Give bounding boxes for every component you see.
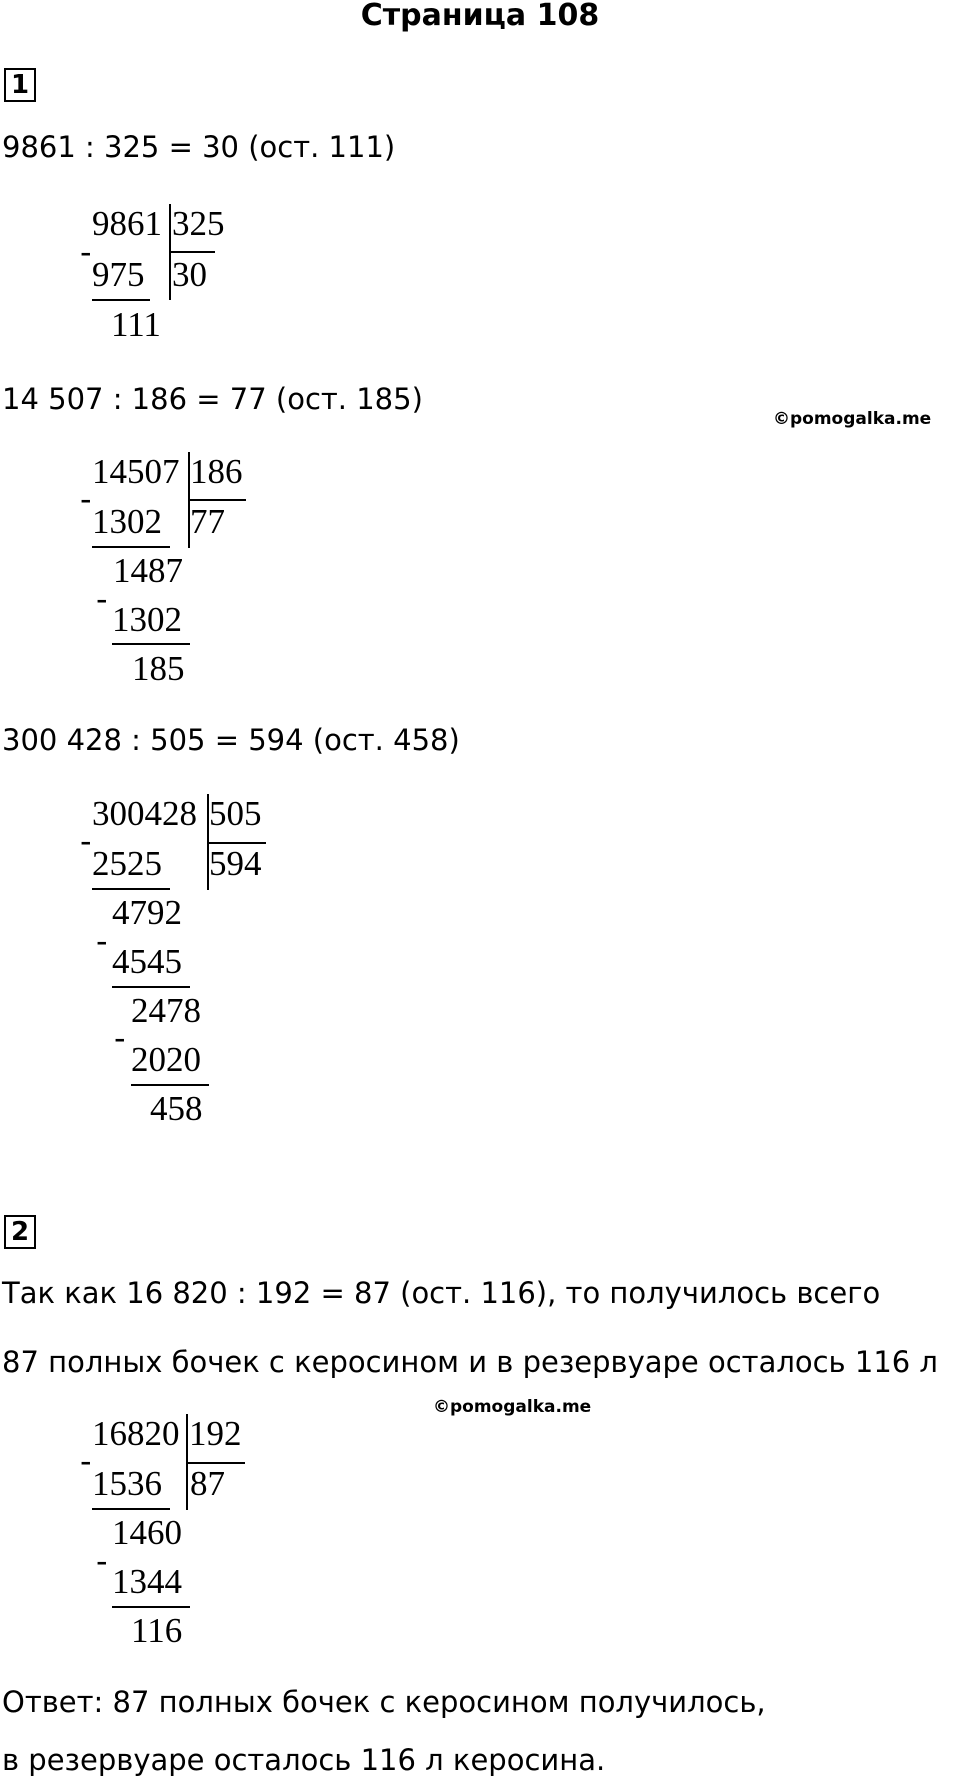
minus-sign: -: [96, 922, 108, 960]
remainder: 458: [150, 1089, 203, 1128]
task-number-2: 2: [4, 1215, 36, 1249]
remainder: 116: [131, 1611, 183, 1650]
task2-text-line2: 87 полных бочек с керосином и в резервуаре осталось 116 л: [2, 1345, 938, 1379]
divisor: 325: [172, 204, 225, 243]
subtrahend: 2020: [131, 1040, 201, 1079]
minus-sign: -: [80, 822, 92, 860]
subtrahend: 1302: [92, 502, 162, 541]
subtraction-line: [131, 1084, 209, 1086]
quotient: 87: [190, 1464, 225, 1503]
subtraction-line: [92, 299, 150, 301]
task-number-1: 1: [4, 68, 36, 102]
watermark: ©pomogalka.me: [773, 409, 932, 429]
partial-dividend: 4792: [112, 893, 182, 932]
subtraction-line: [112, 1606, 190, 1608]
subtrahend: 975: [92, 255, 145, 294]
minus-sign: -: [80, 1442, 92, 1480]
subtrahend: 2525: [92, 844, 162, 883]
divisor: 505: [209, 794, 262, 833]
dividend: 300428: [92, 794, 197, 833]
dividend: 14507: [92, 452, 180, 491]
partial-dividend: 2478: [131, 991, 201, 1030]
subtraction-line: [92, 546, 170, 548]
minus-sign: -: [80, 233, 92, 271]
watermark: ©pomogalka.me: [433, 1397, 592, 1417]
equation-3: 300 428 : 505 = 594 (ост. 458): [2, 723, 460, 757]
dividend: 9861: [92, 204, 162, 243]
task2-text-line1: Так как 16 820 : 192 = 87 (ост. 116), то получилось всего: [2, 1276, 881, 1310]
subtraction-line: [112, 643, 190, 645]
subtraction-line: [92, 1508, 170, 1510]
subtraction-line: [92, 888, 170, 890]
divisor: 192: [189, 1414, 242, 1453]
subtraction-line: [112, 986, 190, 988]
quotient: 594: [209, 844, 262, 883]
subtrahend: 1302: [112, 600, 182, 639]
quotient-line: [189, 499, 246, 501]
minus-sign: -: [80, 480, 92, 518]
subtrahend: 1344: [112, 1562, 182, 1601]
partial-dividend: 1460: [112, 1513, 182, 1552]
minus-sign: -: [96, 1542, 108, 1580]
remainder: 185: [132, 649, 185, 688]
page-title: Страница 108: [360, 0, 600, 33]
answer-line1: Ответ: 87 полных бочек с керосином получилось,: [2, 1685, 766, 1719]
quotient: 30: [172, 255, 207, 294]
remainder: 111: [111, 305, 161, 344]
equation-2: 14 507 : 186 = 77 (ост. 185): [2, 382, 423, 416]
equation-1: 9861 : 325 = 30 (ост. 111): [2, 130, 396, 164]
minus-sign: -: [96, 580, 108, 618]
quotient-line: [170, 251, 215, 253]
minus-sign: -: [114, 1019, 126, 1057]
answer-line2: в резервуаре осталось 116 л керосина.: [2, 1743, 606, 1777]
partial-dividend: 1487: [113, 551, 183, 590]
divisor: 186: [190, 452, 243, 491]
subtrahend: 1536: [92, 1464, 162, 1503]
dividend: 16820: [92, 1414, 180, 1453]
subtrahend: 4545: [112, 942, 182, 981]
quotient: 77: [190, 502, 225, 541]
